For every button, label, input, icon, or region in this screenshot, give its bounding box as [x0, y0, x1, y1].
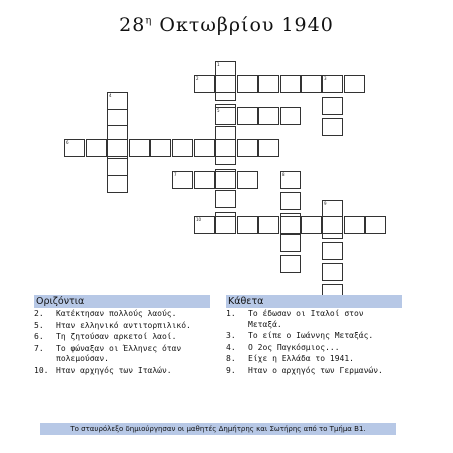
crossword-cell[interactable]: [107, 158, 128, 176]
title-rest: Οκτωβρίου 1940: [152, 14, 334, 36]
down-clue: [226, 366, 402, 377]
crossword-cell[interactable]: [280, 192, 301, 210]
crossword-cell[interactable]: [280, 171, 301, 189]
clue-num: 10.: [34, 365, 49, 375]
clue-num: 2.: [34, 309, 44, 318]
clue-num: 9.: [226, 365, 236, 375]
across-clue: [34, 321, 210, 332]
crossword-cell[interactable]: [215, 216, 236, 234]
crossword-cell[interactable]: [194, 75, 215, 93]
crossword-cell[interactable]: [150, 139, 171, 157]
crossword-cell[interactable]: [237, 139, 258, 157]
crossword-cell[interactable]: [107, 109, 128, 127]
clue-number: 6: [66, 140, 69, 145]
crossword-cell[interactable]: [86, 139, 107, 157]
crossword-cell[interactable]: [258, 216, 279, 234]
crossword-cell[interactable]: [194, 139, 215, 157]
clue-num: 6.: [34, 332, 44, 341]
crossword-cell[interactable]: [237, 75, 258, 93]
crossword-cell[interactable]: [280, 255, 301, 273]
crossword-cell[interactable]: [215, 171, 236, 189]
crossword-cell[interactable]: [237, 216, 258, 234]
clue-number: 3: [324, 76, 327, 81]
clue-text: Είχε η Ελλάδα το 1941.: [248, 354, 354, 363]
crossword-cell[interactable]: [237, 171, 258, 189]
crossword-cell[interactable]: [258, 107, 279, 125]
crossword-cell[interactable]: [172, 139, 193, 157]
crossword-cell[interactable]: [301, 216, 322, 234]
title-prefix: 28: [119, 14, 146, 36]
crossword-cell[interactable]: [107, 92, 128, 110]
crossword-cell[interactable]: [194, 216, 215, 234]
crossword-cell[interactable]: [107, 139, 128, 157]
clue-text: Τη ζητούσαν αρκετοί λαοί.: [56, 332, 177, 341]
credits-footer: Το σταυρόλεξο δημιούργησαν οι μαθητές Δημήτρης και Σωτήρης από το Τμήμα Β1.: [40, 423, 396, 435]
crossword-cell[interactable]: [172, 171, 193, 189]
down-clue: [226, 354, 402, 365]
crossword-cell[interactable]: [322, 263, 343, 281]
across-clue: [34, 309, 210, 320]
crossword-cell[interactable]: [365, 216, 386, 234]
clue-text: Το είπε ο Ιωάννης Μεταξάς.: [248, 331, 374, 340]
crossword-cell[interactable]: [280, 234, 301, 252]
clue-num: 5.: [34, 320, 44, 330]
across-clue: [34, 332, 210, 343]
clue-num: 3.: [226, 331, 236, 340]
down-heading: Κάθετα: [226, 295, 402, 308]
down-clues: [226, 295, 402, 376]
crossword-cell[interactable]: [129, 139, 150, 157]
across-clue: [34, 366, 210, 377]
clue-number: 9: [324, 201, 327, 206]
clue-text: Ηταν αρχηγός των Ιταλών.: [56, 365, 172, 375]
clue-number: 10: [196, 217, 202, 222]
crossword-cell[interactable]: [322, 118, 343, 136]
crossword-cell[interactable]: [258, 139, 279, 157]
crossword-cell[interactable]: [237, 107, 258, 125]
crossword-cell[interactable]: [258, 75, 279, 93]
clue-number: 8: [282, 172, 285, 177]
clue-text: Ο 2ος Παγκόσμιος...: [248, 342, 340, 352]
clue-number: 2: [196, 76, 199, 81]
across-clues: [34, 295, 210, 376]
clue-number: 5: [217, 108, 220, 113]
down-clue: [226, 331, 402, 342]
across-clue: [34, 344, 210, 365]
clue-text: Ηταν ο αρχηγός των Γερμανών.: [248, 365, 383, 375]
crossword-cell[interactable]: [301, 75, 322, 93]
clue-num: 1.: [226, 309, 236, 318]
crossword-cell[interactable]: [322, 242, 343, 260]
crossword-cell[interactable]: [215, 139, 236, 157]
crossword-cell[interactable]: [280, 216, 301, 234]
crossword-cell[interactable]: [64, 139, 85, 157]
crossword-cell[interactable]: [344, 216, 365, 234]
clue-text: Το φώναξαν οι Έλληνες όταν πολεμούσαν.: [56, 343, 182, 363]
clue-text: Κατέκτησαν πολλούς λαούς.: [56, 309, 177, 318]
clue-number: 4: [109, 93, 112, 98]
crossword-cell[interactable]: [344, 75, 365, 93]
crossword-cell[interactable]: [215, 107, 236, 125]
down-clue: [226, 309, 402, 330]
down-clue: [226, 343, 402, 354]
clue-number: 7: [174, 172, 177, 177]
title-superscript: η: [145, 15, 153, 27]
crossword-cell[interactable]: [280, 107, 301, 125]
crossword-cell[interactable]: [322, 216, 343, 234]
clue-text: Το έδωσαν οι Ιταλοί στον Μεταξά.: [248, 309, 364, 329]
crossword-cell[interactable]: [107, 175, 128, 193]
clue-num: 7.: [34, 343, 44, 353]
clue-num: 8.: [226, 354, 236, 363]
clue-text: Ηταν ελληνικό αντιτορπιλικό.: [56, 320, 191, 330]
crossword-cell[interactable]: [322, 97, 343, 115]
across-heading: Οριζόντια: [34, 295, 210, 308]
clue-number: 1: [217, 62, 220, 67]
crossword-cell[interactable]: [194, 171, 215, 189]
crossword-cell[interactable]: [215, 190, 236, 208]
clue-num: 4.: [226, 342, 236, 352]
crossword-cell[interactable]: [322, 75, 343, 93]
crossword-cell[interactable]: [280, 75, 301, 93]
crossword-cell[interactable]: [215, 75, 236, 93]
